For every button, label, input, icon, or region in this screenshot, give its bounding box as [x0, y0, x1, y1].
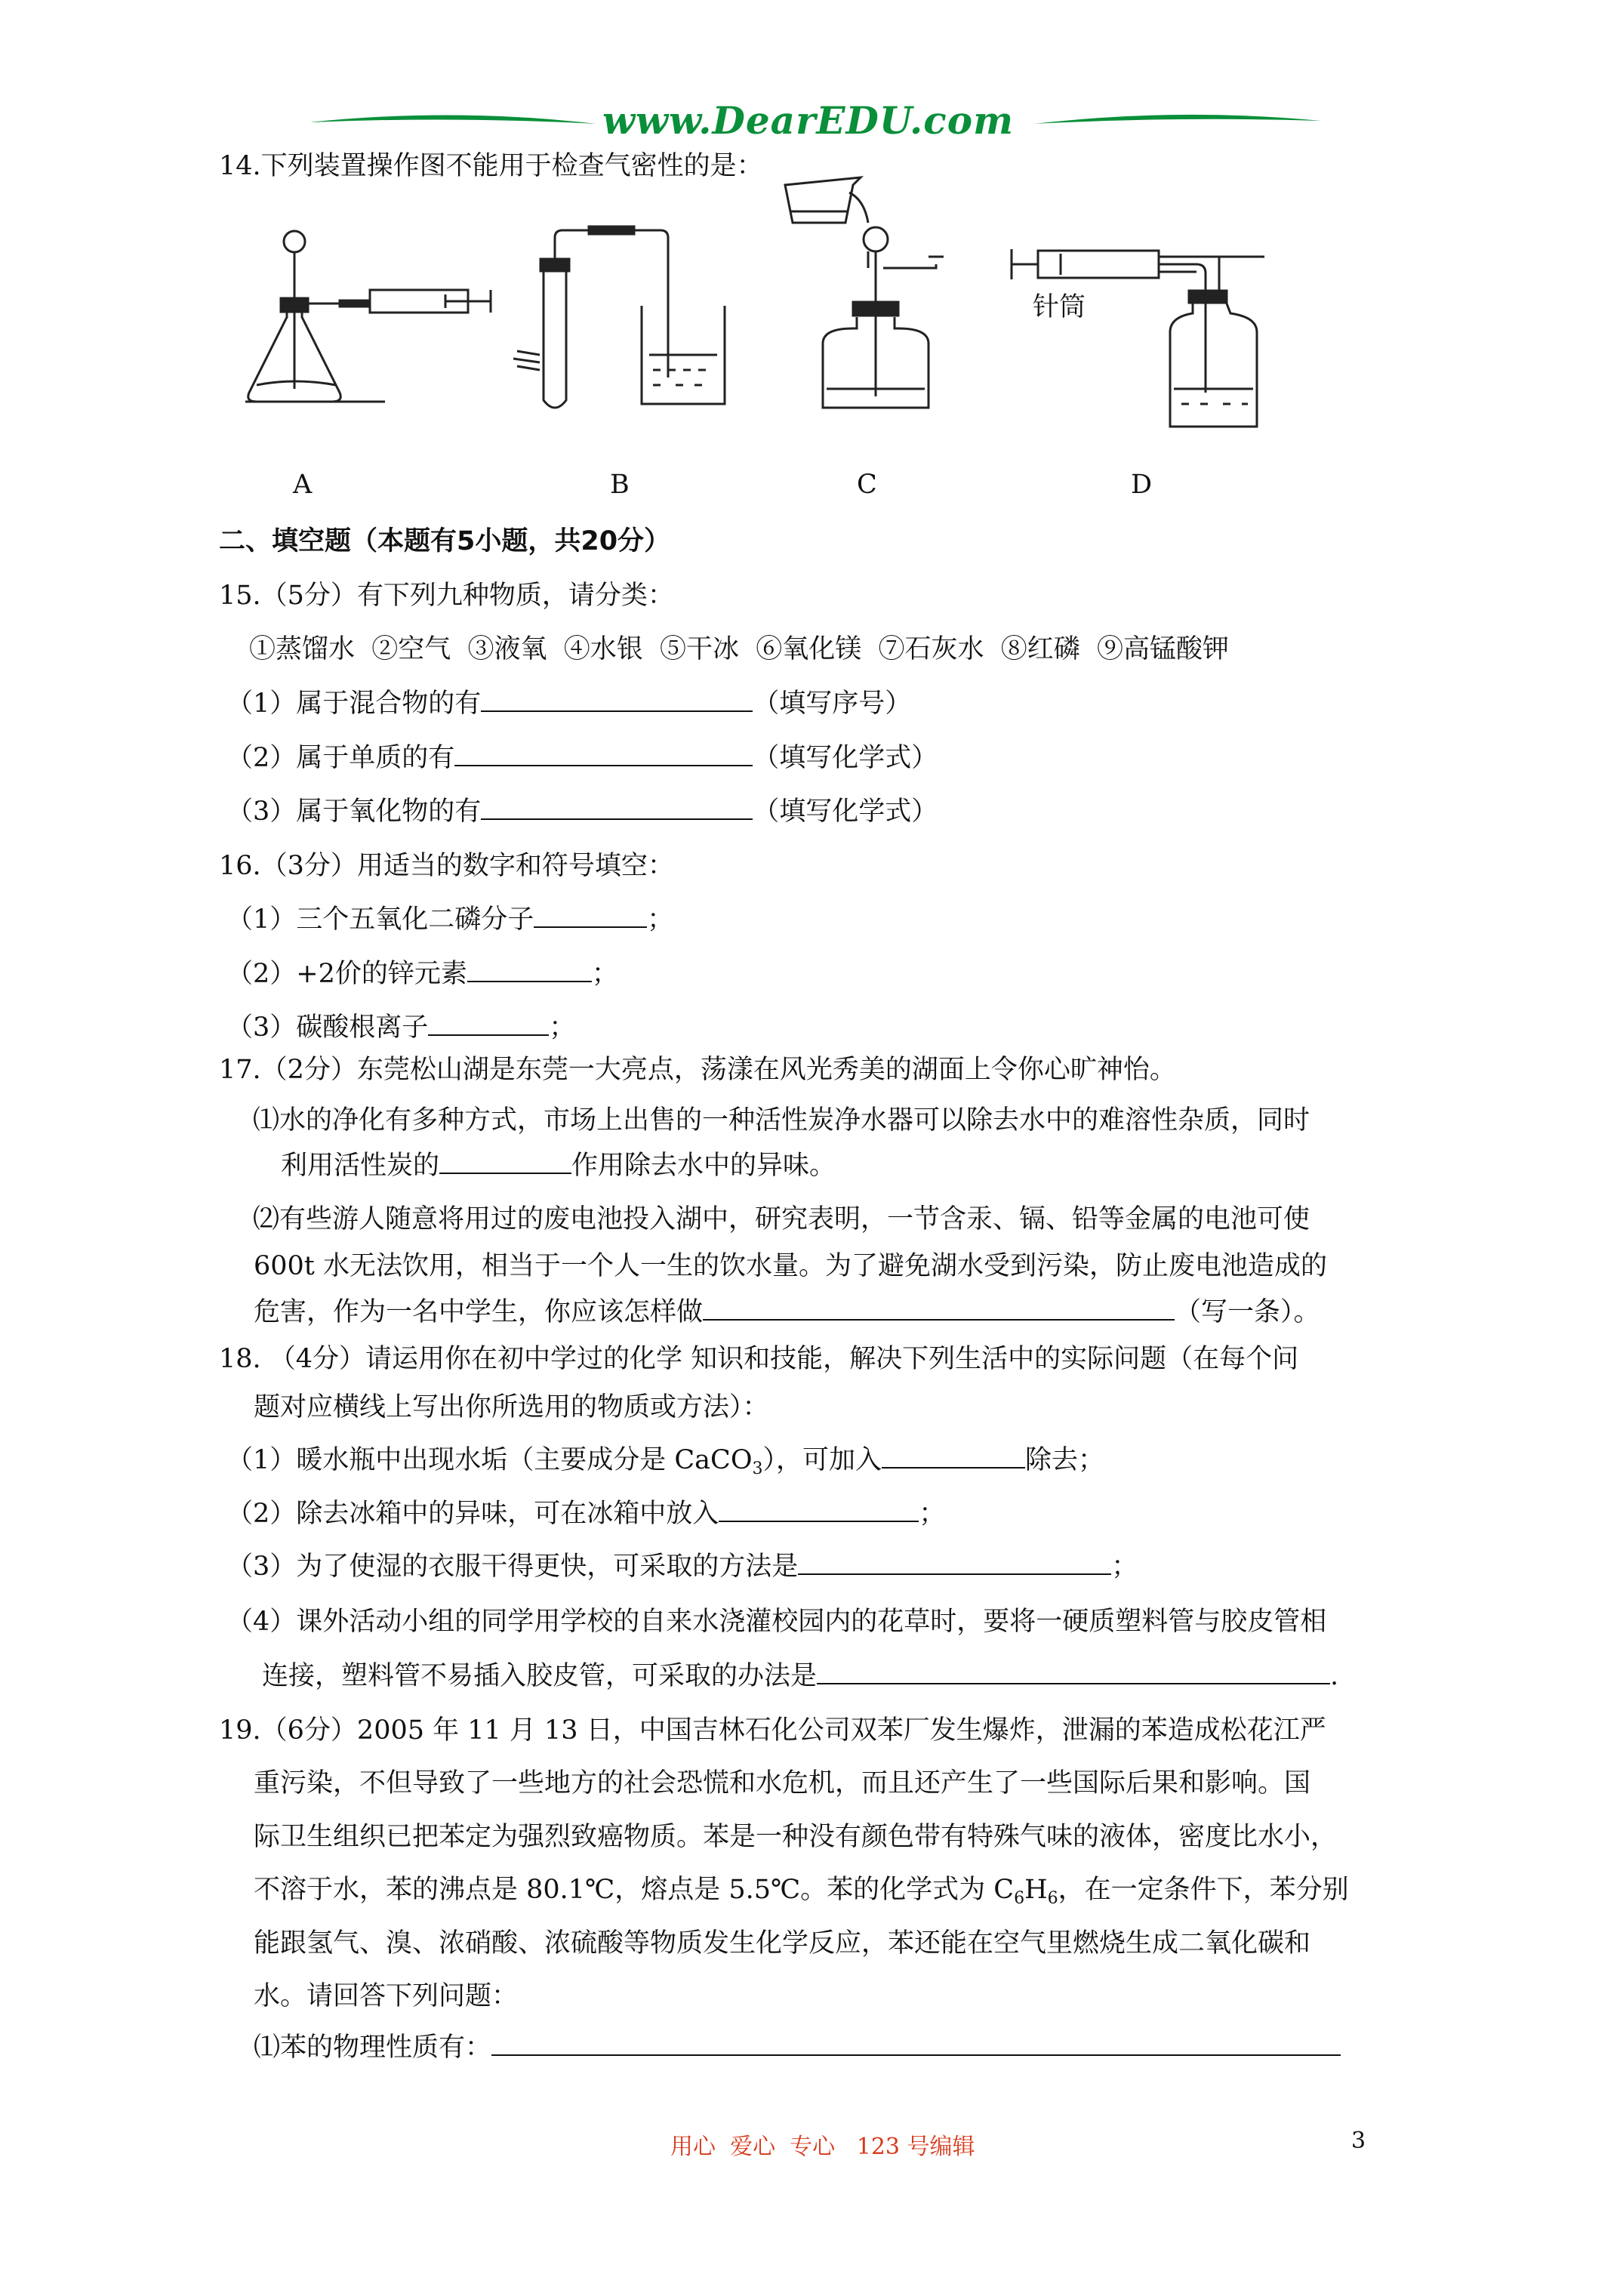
- page-number: 3: [1351, 2128, 1366, 2154]
- q19-line7: [254, 2031, 1341, 2064]
- q17-p2-prefix: 危害，作为一名中学生，你应该怎样做: [254, 1297, 704, 1327]
- q18-blank4[interactable]: [817, 1660, 1330, 1684]
- q16-line2-suffix: ；: [591, 959, 618, 989]
- q17-p1-prefix: 利用活性炭的: [281, 1151, 440, 1181]
- option-c-label: C: [857, 470, 877, 500]
- q19-line2: 重污染，不但导致了一些地方的社会恐慌和水危机，而且还产生了一些国际后果和影响。国: [254, 1768, 1311, 1798]
- q18-line3-suffix: ；: [1111, 1552, 1138, 1582]
- q18-blank3[interactable]: [798, 1551, 1111, 1575]
- q18-line1: [226, 1444, 1104, 1486]
- q15-stem: 15.（5分）有下列九种物质，请分类：: [219, 581, 674, 611]
- q15-line1-prefix: （1）属于混合物的有: [226, 689, 482, 719]
- q17-blank2[interactable]: [703, 1296, 1175, 1321]
- q19-line1: 19.（6分）2005 年 11 月 13 日，中国吉林石化公司双苯厂发生爆炸，泄漏的苯造成松花江严: [219, 1715, 1326, 1746]
- q18-line4-prefix: 连接，塑料管不易插入胶皮管，可采取的办法是: [262, 1661, 818, 1691]
- q15-blank2[interactable]: [454, 742, 753, 766]
- q18-stem-line1: 18. （4分）请运用你在初中学过的化学 知识和技能，解决下列生活中的实际问题（在每个问: [219, 1344, 1299, 1374]
- q18-line1-prefix: （1）暖水瓶中出现水垢（主要成分是 CaCO: [226, 1445, 753, 1475]
- q15-line3: [226, 795, 938, 828]
- q15-line2-prefix: （2）属于单质的有: [226, 743, 455, 773]
- q19-line4-b: H: [1024, 1875, 1048, 1905]
- option-b-label: B: [610, 470, 630, 500]
- header-site-logo: www.DearEDU.com: [602, 98, 1015, 143]
- q18-line4b: [262, 1660, 1338, 1693]
- q17-p1-line1: ⑴水的净化有多种方式，市场上出售的一种活性炭净水器可以除去水中的难溶性杂质，同时: [253, 1105, 1310, 1136]
- q18-stem-line2: 题对应横线上写出你所选用的物质或方法）：: [254, 1392, 769, 1422]
- q15-line2-suffix: （填写化学式）: [753, 743, 938, 773]
- q19-line4: [254, 1873, 1349, 1915]
- q15-line3-suffix: （填写化学式）: [753, 797, 938, 827]
- q15-line2: [226, 741, 938, 775]
- footer-text: 用心 爱心 专心 123 号编辑: [670, 2134, 975, 2160]
- q19-sub2: 6: [1047, 1889, 1058, 1908]
- q19-blank1[interactable]: [491, 2032, 1341, 2056]
- q15-blank1[interactable]: [481, 688, 753, 712]
- q16-stem: 16.（3分）用适当的数字和符号填空：: [219, 851, 674, 881]
- q16-line2-prefix: （2）+2价的锌元素: [226, 959, 467, 989]
- q18-blank2[interactable]: [719, 1498, 919, 1522]
- q17-p2-suffix: （写一条）。: [1175, 1297, 1320, 1327]
- q15-blank3[interactable]: [481, 796, 753, 820]
- q18-line2-prefix: （2）除去冰箱中的异味，可在冰箱中放入: [226, 1499, 719, 1529]
- q19-line7-prefix: ⑴苯的物理性质有：: [254, 2032, 492, 2063]
- apparatus-b-diagram: [513, 223, 740, 419]
- q17-p2-line3: [254, 1296, 1320, 1329]
- q16-line1: [226, 903, 673, 936]
- header-swoosh-left: [310, 107, 596, 137]
- apparatus-c-diagram: [778, 170, 989, 427]
- q16-blank2[interactable]: [467, 958, 592, 982]
- q19-line6: 水。请回答下列问题：: [254, 1981, 519, 2011]
- q14-stem: 14.下列装置操作图不能用于检查气密性的是：: [219, 151, 763, 181]
- q18-line3-prefix: （3）为了使湿的衣服干得更快，可采取的方法是: [226, 1552, 799, 1582]
- q19-sub1: 6: [1014, 1889, 1025, 1908]
- q15-items: ①蒸馏水 ②空气 ③液氧 ④水银 ⑤干冰 ⑥氧化镁 ⑦石灰水 ⑧红磷 ⑨高锰酸钾: [249, 634, 1230, 664]
- q17-p2-line1: ⑵有些游人随意将用过的废电池投入湖中，研究表明，一节含汞、镉、铅等金属的电池可使: [253, 1204, 1310, 1234]
- q16-line3-suffix: ；: [549, 1012, 576, 1043]
- option-a-label: A: [293, 470, 313, 500]
- q19-line4-a: 不溶于水，苯的沸点是 80.1℃，熔点是 5.5℃。苯的化学式为 C: [254, 1875, 1015, 1905]
- q17-blank1[interactable]: [439, 1150, 571, 1174]
- option-d-label: D: [1131, 470, 1153, 500]
- q16-line1-suffix: ；: [647, 905, 674, 935]
- q16-blank3[interactable]: [428, 1012, 549, 1036]
- apparatus-a-diagram: [242, 227, 498, 415]
- q15-line3-prefix: （3）属于氧化物的有: [226, 797, 482, 827]
- q16-blank1[interactable]: [534, 904, 647, 928]
- q18-line1-mid: ），可加入: [762, 1445, 882, 1475]
- q16-line3-prefix: （3）碳酸根离子: [226, 1012, 429, 1043]
- q19-line4-c: ，在一定条件下，苯分别: [1058, 1875, 1349, 1905]
- syringe-label: 针筒: [1033, 292, 1086, 322]
- q19-line3: 际卫生组织已把苯定为强烈致癌物质。苯是一种没有颜色带有特殊气味的液体，密度比水小，: [254, 1822, 1338, 1852]
- q19-line5: 能跟氢气、溴、浓硝酸、浓硫酸等物质发生化学反应，苯还能在空气里燃烧生成二氧化碳和: [254, 1928, 1311, 1959]
- q15-line1-suffix: （填写序号）: [753, 689, 912, 719]
- q18-blank1[interactable]: [882, 1444, 1025, 1469]
- q17-p2-line2: 600t 水无法饮用，相当于一个人一生的饮水量。为了避免湖水受到污染，防止废电池造成的: [254, 1251, 1327, 1281]
- apparatus-d-diagram: [1008, 242, 1280, 438]
- q17-stem: 17.（2分）东莞松山湖是东莞一大亮点，荡漾在风光秀美的湖面上令你心旷神怡。: [219, 1055, 1176, 1085]
- q18-line2: [226, 1497, 945, 1530]
- q17-p1-line2: [281, 1149, 836, 1182]
- q17-p1-suffix: 作用除去水中的异味。: [571, 1151, 836, 1181]
- section2-title: 二、填空题（本题有5小题，共20分）: [219, 526, 671, 556]
- q16-line3: [226, 1011, 575, 1044]
- q16-line1-prefix: （1）三个五氧化二磷分子: [226, 905, 534, 935]
- q18-line4-suffix: .: [1330, 1661, 1339, 1691]
- q18-line3: [226, 1550, 1138, 1583]
- q18-line1-subscript: 3: [752, 1459, 763, 1478]
- q15-line1: [226, 687, 911, 720]
- q18-line4: （4）课外活动小组的同学用学校的自来水浇灌校园内的花草时，要将一硬质塑料管与胶皮管相: [226, 1607, 1327, 1637]
- q18-line2-suffix: ；: [919, 1499, 946, 1529]
- q18-line1-suffix: 除去；: [1025, 1445, 1105, 1475]
- q16-line2: [226, 957, 618, 991]
- header-swoosh-right: [1034, 107, 1321, 137]
